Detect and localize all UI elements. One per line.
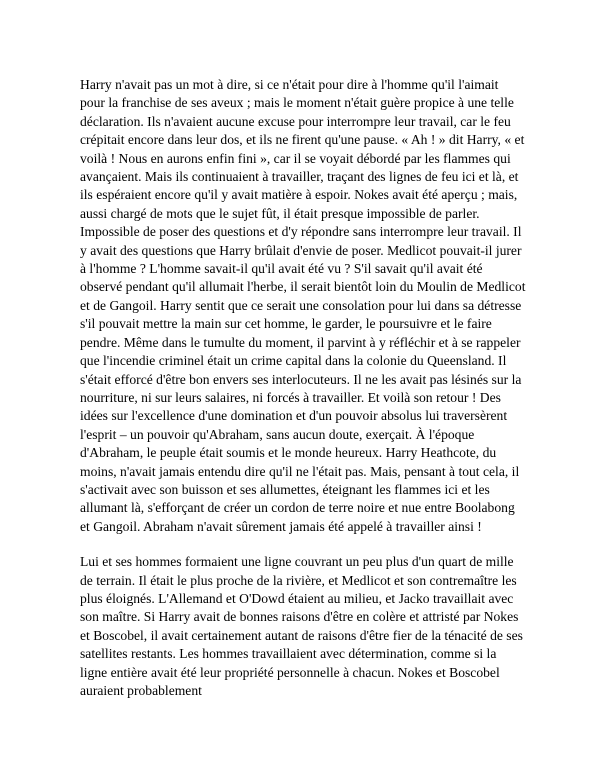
paragraph-1: Harry n'avait pas un mot à dire, si ce n'était pour dire à l'homme qu'il l'aimait pour la franchise de ses aveux ; mais le moment n'était guère propice à une telle déclaration. Ils n'avaient aucune excuse pour interrompre leur travail, car le feu crépitait encore dans leur dos, et ils ne firent qu'une pause. « Ah ! » dit Harry, « et voilà ! Nous en aurons enfin fini », car il se voyait débordé par les flammes qui avançaient. Mais ils continuaient à travailler, traçant des lignes de feu ici et là, et ils espéraient encore qu'il y avait matière à espoir. Nokes avait été aperçu ; mais, aussi chargé de mots que le sujet fût, il était presque impossible de parler. Impossible de poser des questions et d'y répondre sans interrompre leur travail. Il y avait des questions que Harry brûlait d'envie de poser. Medlicot pouvait-il jurer à l'homme ? L'homme savait-il qu'il avait été vu ? S'il savait qu'il avait été observé pendant qu'il allumait l'herbe, il serait bientôt loin du Moulin de Medlicot et de Gangoil. Harry sentit que ce serait une consolation pour lui dans sa détresse s'il pouvait mettre la main sur cet homme, le garder, le poursuivre et le faire pendre. Même dans le tumulte du moment, il parvint à y réfléchir et à se rappeler que l'incendie criminel était un crime capital dans la colonie du Queensland. Il s'était efforcé d'être bon envers ses interlocuteurs. Il ne les avait pas lésinés sur la nourriture, ni sur leurs salaires, ni forcés à travailler. Et voilà son retour ! Des idées sur l'excellence d'une domination et d'un pouvoir absolus lui traversèrent l'esprit – un pouvoir qu'Abraham, sans aucun doute, exerçait. À l'époque d'Abraham, le peuple était soumis et le monde heureux. Harry Heathcote, du moins, n'avait jamais entendu dire qu'il ne l'était pas. Mais, pensant à tout cela, il s'activait avec son buisson et ses allumettes, éteignant les flammes ici et les allumant là, s'efforçant de créer un cordon de terre noire et nue entre Boolabong et Gangoil. Abraham n'avait sûrement jamais été appelé à travailler ainsi ! xyxy=(80,77,526,534)
body-text xyxy=(80,76,526,700)
paragraph-2: Lui et ses hommes formaient une ligne couvrant un peu plus d'un quart de mille de terrain. Il était le plus proche de la rivière, et Medlicot et son contremaître les plus éloignés. L'Allemand et O'Dowd étaient au milieu, et Jacko travaillait avec son maître. Si Harry avait de bonnes raisons d'être en colère et attristé par Nokes et Boscobel, il avait certainement autant de raisons d'être fier de la ténacité de ses satellites restants. Les hommes travaillaient avec détermination, comme si la ligne entière avait été leur propriété personnelle à chacun. Nokes et Boscobel auraient probablement xyxy=(80,554,523,698)
